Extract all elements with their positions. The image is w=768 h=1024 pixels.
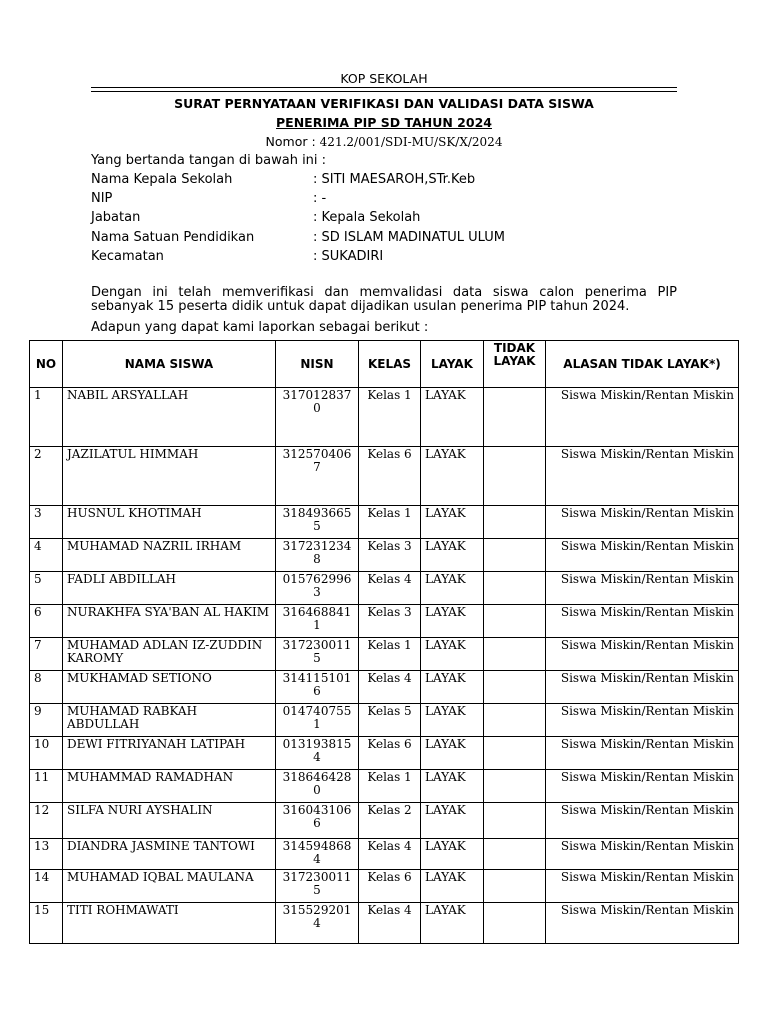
cell-layak: LAYAK: [421, 388, 484, 447]
cell-nama: DEWI FITRIYANAH LATIPAH: [63, 737, 276, 770]
cell-kelas: Kelas 4: [359, 903, 421, 944]
cell-nama: MUHAMMAD RAMADHAN: [63, 770, 276, 803]
table-row: [30, 770, 739, 803]
table-row: [30, 638, 739, 671]
table-row: [30, 506, 739, 539]
table-row: [30, 903, 739, 944]
table-row: [30, 704, 739, 737]
cell-kelas: Kelas 1: [359, 506, 421, 539]
cell-nama: MUHAMAD IQBAL MAULANA: [63, 870, 276, 903]
cell-nisn: 3172300115: [276, 638, 359, 671]
field-value-kepala-sekolah: : SITI MAESAROH,STr.Keb: [313, 172, 476, 187]
header-no: NO: [30, 341, 63, 388]
cell-kelas: Kelas 1: [359, 388, 421, 447]
cell-nama: DIANDRA JASMINE TANTOWI: [63, 839, 276, 870]
report-intro: Adapun yang dapat kami laporkan sebagai berikut :: [91, 320, 429, 335]
cell-tidak-layak: [484, 447, 546, 506]
cell-layak: LAYAK: [421, 704, 484, 737]
cell-kelas: Kelas 2: [359, 803, 421, 839]
cell-layak: LAYAK: [421, 737, 484, 770]
cell-kelas: Kelas 6: [359, 870, 421, 903]
document-subtitle: PENERIMA PIP SD TAHUN 2024: [276, 115, 492, 130]
header-tidak-layak: TIDAK LAYAK: [484, 341, 546, 388]
cell-tidak-layak: [484, 737, 546, 770]
cell-tidak-layak: [484, 870, 546, 903]
document-number: [0, 134, 768, 149]
cell-kelas: Kelas 3: [359, 605, 421, 638]
field-value-kecamatan: : SUKADIRI: [313, 249, 384, 264]
letterhead-rule-thick: [91, 87, 677, 88]
cell-nisn: 3125704067: [276, 447, 359, 506]
cell-layak: LAYAK: [421, 572, 484, 605]
cell-no: 2: [30, 447, 63, 506]
cell-nisn: 0157629963: [276, 572, 359, 605]
cell-nama: MUKHAMAD SETIONO: [63, 671, 276, 704]
field-value-satuan-pendidikan: : SD ISLAM MADINATUL ULUM: [313, 230, 506, 245]
cell-tidak-layak: [484, 671, 546, 704]
cell-kelas: Kelas 4: [359, 839, 421, 870]
cell-nama: NABIL ARSYALLAH: [63, 388, 276, 447]
cell-layak: LAYAK: [421, 903, 484, 944]
statement-paragraph: Dengan ini telah memverifikasi dan memvalidasi data siswa calon penerima PIP sebanyak 15 peserta didik untuk dapat dijadikan usulan penerima PIP tahun 2024.: [91, 285, 677, 314]
cell-alasan: Siswa Miskin/Rentan Miskin: [546, 388, 739, 447]
cell-kelas: Kelas 6: [359, 447, 421, 506]
cell-nama: MUHAMAD ADLAN IZ-ZUDDIN KAROMY: [63, 638, 276, 671]
cell-nisn: 3172300115: [276, 870, 359, 903]
cell-layak: LAYAK: [421, 803, 484, 839]
header-alasan: ALASAN TIDAK LAYAK*): [546, 341, 739, 388]
cell-nama: SILFA NURI AYSHALIN: [63, 803, 276, 839]
cell-alasan: Siswa Miskin/Rentan Miskin: [546, 803, 739, 839]
cell-nama: NURAKHFA SYA'BAN AL HAKIM: [63, 605, 276, 638]
student-table: [29, 340, 739, 944]
table-row: [30, 839, 739, 870]
cell-layak: LAYAK: [421, 447, 484, 506]
cell-kelas: Kelas 1: [359, 770, 421, 803]
cell-nama: JAZILATUL HIMMAH: [63, 447, 276, 506]
table-row: [30, 447, 739, 506]
field-label-jabatan: Jabatan: [91, 210, 141, 225]
cell-no: 7: [30, 638, 63, 671]
header-nisn: NISN: [276, 341, 359, 388]
cell-tidak-layak: [484, 903, 546, 944]
field-value-nip: : -: [313, 191, 327, 206]
cell-nisn: 3184936655: [276, 506, 359, 539]
cell-no: 12: [30, 803, 63, 839]
cell-nama: FADLI ABDILLAH: [63, 572, 276, 605]
document-number-value: 421.2/001/SDI-MU/SK/X/2024: [319, 135, 503, 149]
cell-layak: LAYAK: [421, 839, 484, 870]
cell-tidak-layak: [484, 388, 546, 447]
cell-nisn: 3155292014: [276, 903, 359, 944]
table-row: [30, 605, 739, 638]
cell-nisn: 3160431066: [276, 803, 359, 839]
intro-text: Yang bertanda tangan di bawah ini :: [91, 153, 327, 168]
cell-nama: HUSNUL KHOTIMAH: [63, 506, 276, 539]
field-value-jabatan: : Kepala Sekolah: [313, 210, 421, 225]
table-row: [30, 539, 739, 572]
cell-no: 8: [30, 671, 63, 704]
table-row: [30, 737, 739, 770]
cell-layak: LAYAK: [421, 605, 484, 638]
cell-alasan: Siswa Miskin/Rentan Miskin: [546, 638, 739, 671]
cell-no: 1: [30, 388, 63, 447]
cell-tidak-layak: [484, 638, 546, 671]
cell-no: 13: [30, 839, 63, 870]
cell-tidak-layak: [484, 506, 546, 539]
field-label-nip: NIP: [91, 191, 113, 206]
document-title: SURAT PERNYATAAN VERIFIKASI DAN VALIDASI DATA SISWA: [174, 96, 594, 111]
cell-nama: MUHAMAD RABKAH ABDULLAH: [63, 704, 276, 737]
cell-nisn: 3141151016: [276, 671, 359, 704]
cell-nisn: 0147407551: [276, 704, 359, 737]
cell-alasan: Siswa Miskin/Rentan Miskin: [546, 572, 739, 605]
cell-kelas: Kelas 6: [359, 737, 421, 770]
cell-alasan: Siswa Miskin/Rentan Miskin: [546, 704, 739, 737]
cell-nisn: 3186464280: [276, 770, 359, 803]
field-label-kepala-sekolah: Nama Kepala Sekolah: [91, 172, 233, 187]
cell-nisn: 3172312348: [276, 539, 359, 572]
cell-alasan: Siswa Miskin/Rentan Miskin: [546, 839, 739, 870]
cell-alasan: Siswa Miskin/Rentan Miskin: [546, 903, 739, 944]
cell-tidak-layak: [484, 770, 546, 803]
cell-layak: LAYAK: [421, 770, 484, 803]
document-number-label: Nomor :: [265, 134, 320, 149]
cell-tidak-layak: [484, 539, 546, 572]
cell-kelas: Kelas 4: [359, 572, 421, 605]
cell-no: 4: [30, 539, 63, 572]
cell-no: 15: [30, 903, 63, 944]
cell-no: 10: [30, 737, 63, 770]
cell-layak: LAYAK: [421, 539, 484, 572]
field-label-satuan-pendidikan: Nama Satuan Pendidikan: [91, 230, 255, 245]
cell-alasan: Siswa Miskin/Rentan Miskin: [546, 870, 739, 903]
cell-alasan: Siswa Miskin/Rentan Miskin: [546, 605, 739, 638]
cell-layak: LAYAK: [421, 671, 484, 704]
cell-kelas: Kelas 4: [359, 671, 421, 704]
cell-no: 3: [30, 506, 63, 539]
cell-layak: LAYAK: [421, 870, 484, 903]
cell-kelas: Kelas 5: [359, 704, 421, 737]
cell-nisn: 3164688411: [276, 605, 359, 638]
table-row: [30, 671, 739, 704]
cell-layak: LAYAK: [421, 506, 484, 539]
cell-no: 14: [30, 870, 63, 903]
cell-tidak-layak: [484, 572, 546, 605]
table-row: [30, 572, 739, 605]
table-row: [30, 803, 739, 839]
cell-alasan: Siswa Miskin/Rentan Miskin: [546, 737, 739, 770]
letterhead-rule-thin: [91, 91, 677, 92]
cell-tidak-layak: [484, 605, 546, 638]
cell-nama: TITI ROHMAWATI: [63, 903, 276, 944]
cell-tidak-layak: [484, 803, 546, 839]
table-row: [30, 388, 739, 447]
cell-alasan: Siswa Miskin/Rentan Miskin: [546, 447, 739, 506]
cell-no: 5: [30, 572, 63, 605]
table-row: [30, 870, 739, 903]
header-kelas: KELAS: [359, 341, 421, 388]
cell-nisn: 3170128370: [276, 388, 359, 447]
cell-kelas: Kelas 1: [359, 638, 421, 671]
cell-tidak-layak: [484, 704, 546, 737]
table-header-row: [30, 341, 739, 388]
field-label-kecamatan: Kecamatan: [91, 249, 164, 264]
cell-alasan: Siswa Miskin/Rentan Miskin: [546, 770, 739, 803]
cell-tidak-layak: [484, 839, 546, 870]
cell-layak: LAYAK: [421, 638, 484, 671]
cell-no: 6: [30, 605, 63, 638]
letterhead-label: KOP SEKOLAH: [340, 71, 428, 86]
cell-nama: MUHAMAD NAZRIL IRHAM: [63, 539, 276, 572]
cell-kelas: Kelas 3: [359, 539, 421, 572]
header-layak: LAYAK: [421, 341, 484, 388]
cell-no: 9: [30, 704, 63, 737]
cell-alasan: Siswa Miskin/Rentan Miskin: [546, 539, 739, 572]
header-nama-siswa: NAMA SISWA: [63, 341, 276, 388]
cell-nisn: 3145948684: [276, 839, 359, 870]
cell-alasan: Siswa Miskin/Rentan Miskin: [546, 671, 739, 704]
cell-nisn: 0131938154: [276, 737, 359, 770]
cell-no: 11: [30, 770, 63, 803]
cell-alasan: Siswa Miskin/Rentan Miskin: [546, 506, 739, 539]
